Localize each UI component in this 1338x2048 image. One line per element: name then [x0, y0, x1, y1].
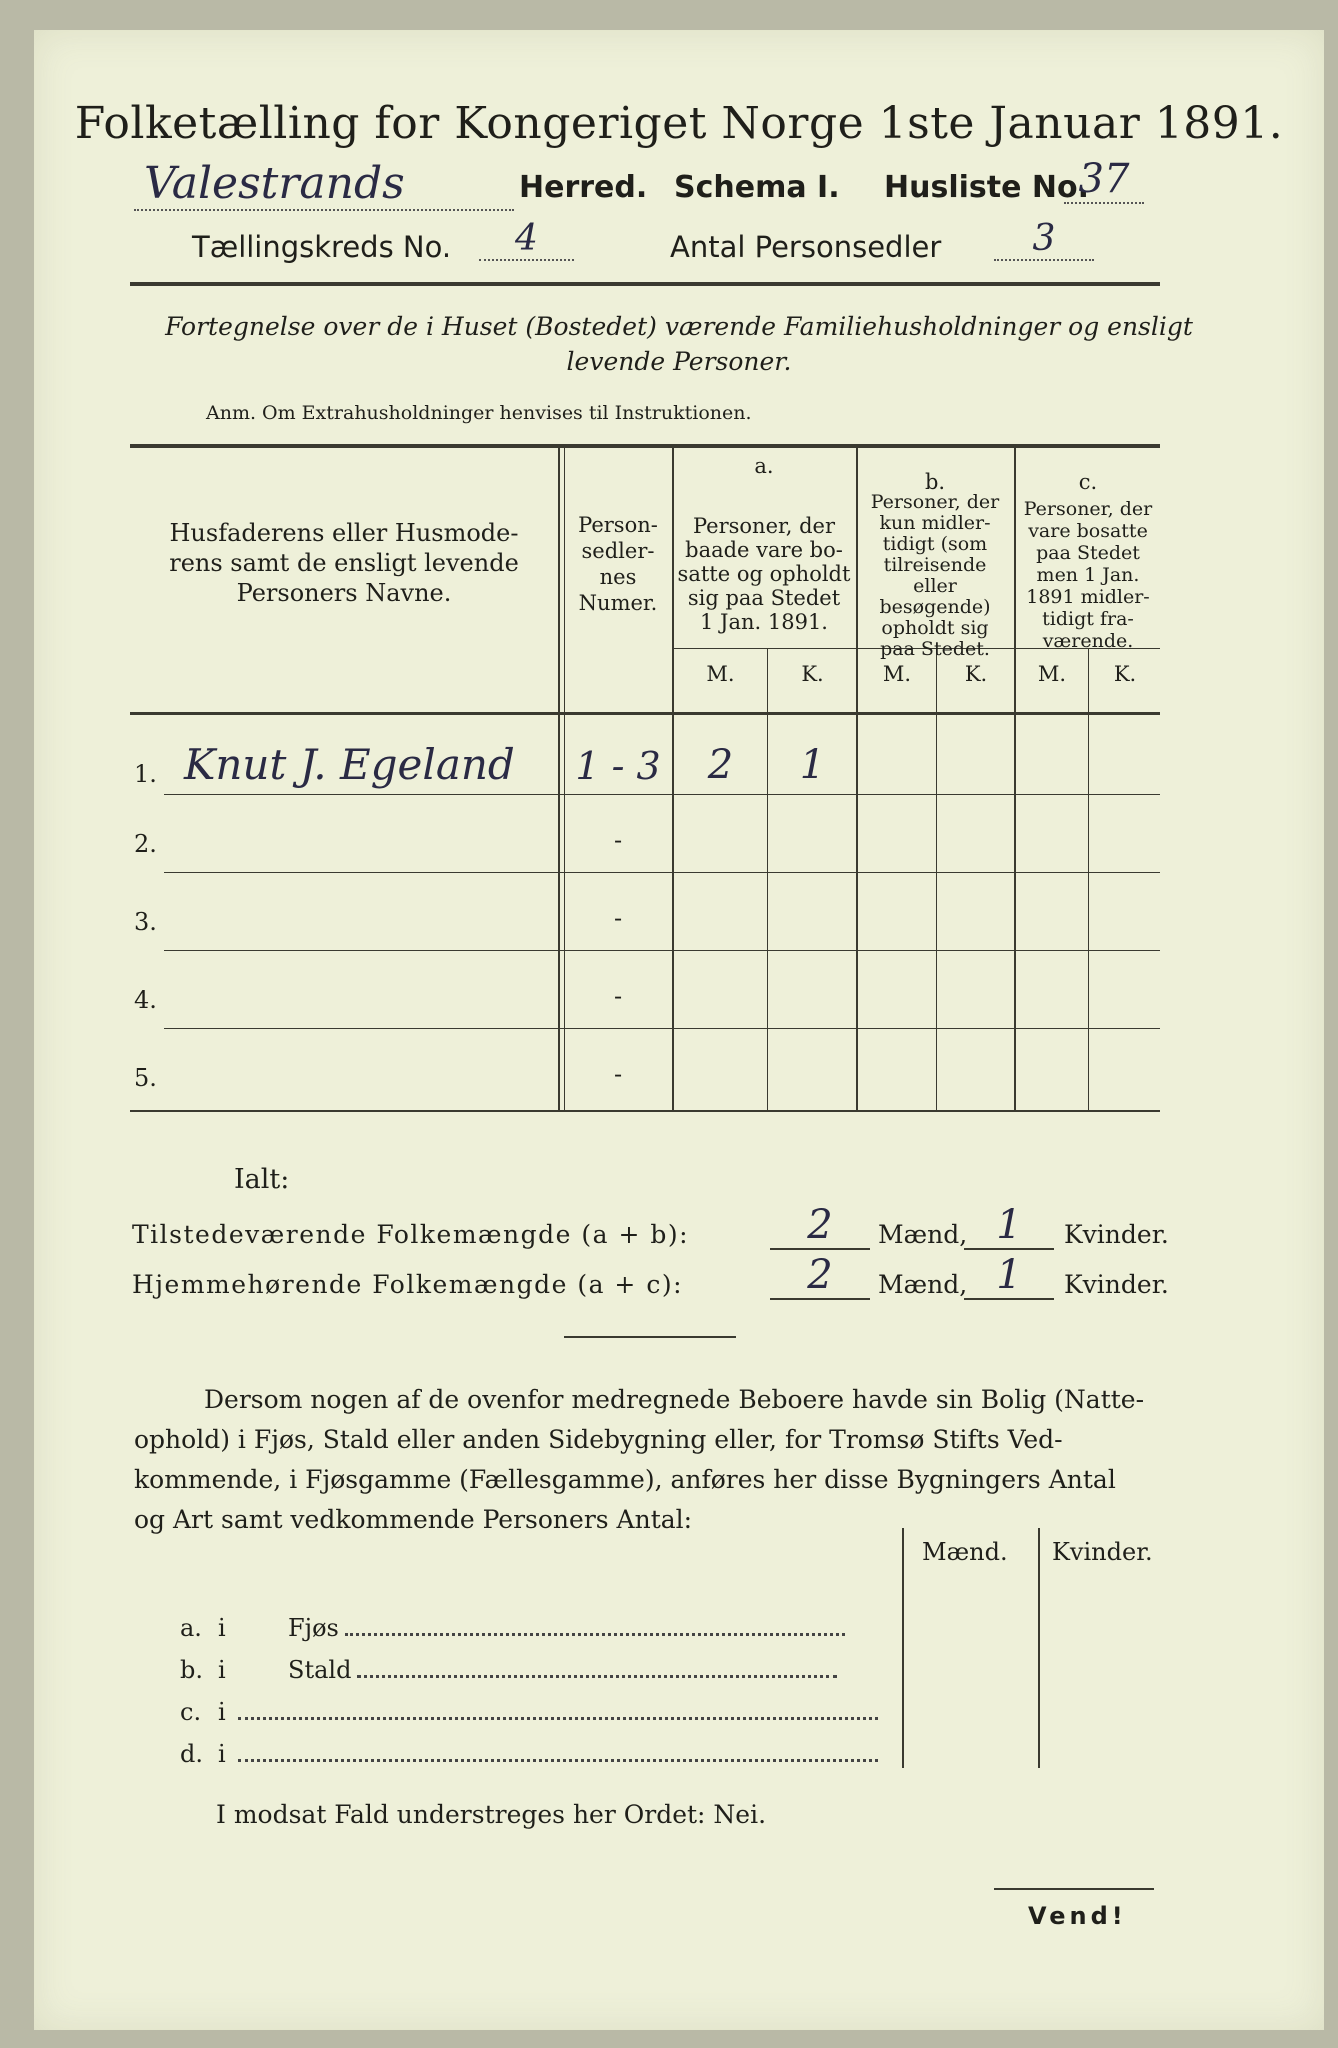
tilstede-kvinder-label: Kvinder.	[1064, 1220, 1169, 1249]
col-header-c-l6: tidigt fra-	[1042, 608, 1134, 630]
buildings-maend-header: Mænd.	[922, 1538, 1008, 1566]
header-rule	[130, 282, 1160, 286]
row-number: 3.	[134, 908, 157, 936]
col-header-b-l7: opholdt sig	[881, 617, 989, 639]
building-dotted-fill	[345, 1633, 845, 1636]
col-line-1b	[564, 444, 565, 1112]
col-header-b-l1: Personer, der	[870, 491, 1000, 513]
row-numer: -	[613, 982, 623, 1010]
building-prep: i	[218, 1740, 226, 1768]
buildings-kvinder-header: Kvinder.	[1052, 1538, 1153, 1566]
dersom-line-1: Dersom nogen af de ovenfor medregnede Beboere havde sin Bolig (Natte-	[204, 1385, 1145, 1414]
dersom-paragraph	[134, 1380, 1144, 1540]
col-header-c-l5: 1891 midler-	[1026, 586, 1150, 608]
building-name: Fjøs	[288, 1614, 339, 1642]
building-dotted-fill	[357, 1675, 837, 1678]
row-rule	[164, 1028, 1160, 1029]
herred-label: Herred.	[519, 170, 648, 205]
row-a-k: 1	[799, 742, 826, 788]
hjemme-label: Hjemmehørende Folkemængde (a + c):	[132, 1270, 683, 1299]
herred-value: Valestrands	[134, 158, 514, 211]
col-header-a-l2: baade vare bo-	[685, 538, 843, 562]
col-header-numer-l2: sedler-	[581, 539, 655, 563]
col-header-c	[1016, 498, 1160, 652]
personsedler-value: 3	[994, 218, 1094, 261]
col-header-a-l4: sig paa Stedet	[687, 586, 841, 610]
col-header-c-l1: Personer, der	[1023, 498, 1153, 520]
hjemme-kvinder-label: Kvinder.	[1064, 1270, 1169, 1299]
col-header-c-l2: vare bosatte	[1028, 520, 1148, 542]
col-header-a-l3: satte og opholdt	[677, 562, 851, 586]
subtitle-line-2: levende Personer.	[566, 347, 792, 376]
col-header-c-letter: c.	[1078, 470, 1098, 494]
anm-note: Anm. Om Extrahusholdninger henvises til Instruktionen.	[206, 402, 752, 424]
col-header-a-l1: Personer, der	[692, 514, 836, 538]
building-name: Stald	[288, 1656, 352, 1684]
col-header-c-l3: paa Stedet	[1036, 542, 1140, 564]
building-letter: a.	[180, 1614, 202, 1642]
col-header-b-l6: besøgende)	[879, 596, 991, 618]
building-dotted-fill	[238, 1759, 878, 1762]
table-bottom-rule	[130, 1110, 1160, 1112]
col-header-names	[134, 518, 554, 608]
row-number: 2.	[134, 830, 157, 858]
col-header-names-l1: Husfaderens eller Husmode-	[169, 519, 519, 547]
row-numer: -	[613, 1060, 623, 1088]
col-header-a	[674, 514, 854, 634]
section-divider	[564, 1336, 736, 1338]
kreds-label: Tællingskreds No.	[192, 230, 452, 264]
mk-divider-a	[767, 648, 768, 1112]
col-header-b-k: K.	[964, 662, 988, 686]
col-header-c-l4: men 1 Jan.	[1036, 564, 1140, 586]
row-number: 1.	[134, 760, 157, 788]
col-header-a-m: M.	[706, 662, 735, 686]
building-row	[180, 1698, 900, 1726]
vend-rule	[994, 1888, 1154, 1890]
census-form-page	[34, 30, 1324, 2030]
row-rule	[164, 950, 1160, 951]
husliste-value: 37	[1064, 156, 1144, 204]
hjemme-maend-label: Mænd,	[878, 1270, 968, 1299]
col-line-1	[558, 444, 560, 1112]
col-header-c-m: M.	[1037, 662, 1067, 686]
vend-label: Vend!	[1028, 1902, 1127, 1930]
building-letter: b.	[180, 1656, 203, 1684]
personsedler-label: Antal Personsedler	[670, 230, 942, 264]
col-header-a-letter: a.	[754, 454, 774, 478]
col-header-names-l3: Personers Navne.	[236, 579, 452, 607]
building-letter: c.	[180, 1698, 202, 1726]
building-prep: i	[218, 1614, 226, 1642]
building-row	[180, 1740, 900, 1768]
building-dotted-fill	[238, 1717, 878, 1720]
dersom-line-2: ophold) i Fjøs, Stald eller anden Sidebygning eller, for Tromsø Stifts Ved-	[134, 1425, 1063, 1454]
schema-label: Schema I.	[674, 170, 840, 205]
dersom-line-4: og Art samt vedkommende Personers Antal:	[134, 1505, 693, 1534]
building-prep: i	[218, 1698, 226, 1726]
form-title: Folketælling for Kongeriget Norge 1ste Januar 1891.	[74, 98, 1284, 149]
col-header-numer-l4: Numer.	[578, 591, 658, 615]
col-header-b-l3: tidigt (som	[882, 533, 988, 555]
husliste-label: Husliste No.	[884, 170, 1089, 205]
col-header-c-k: K.	[1113, 662, 1137, 686]
col-header-numer-l3: nes	[599, 565, 637, 589]
building-letter: d.	[180, 1740, 203, 1768]
hjemme-maend-value: 2	[770, 1252, 870, 1300]
col-header-numer	[566, 512, 670, 616]
col-header-numer-l1: Person-	[578, 513, 658, 537]
hjemme-kvinder-value: 1	[964, 1252, 1054, 1300]
ialt-label: Ialt:	[234, 1164, 290, 1195]
tilstede-maend-label: Mænd,	[878, 1220, 968, 1249]
table-header-bottom-rule	[130, 712, 1160, 715]
col-header-b-l2: kun midler-	[879, 512, 991, 534]
row-numer: -	[613, 826, 623, 854]
mk-divider-c	[1088, 648, 1089, 1112]
buildings-col-line-2	[1038, 1528, 1040, 1768]
col-header-c-l7: værende.	[1042, 630, 1134, 652]
row-name: Knut J. Egeland	[184, 740, 515, 789]
tilstede-kvinder-value: 1	[964, 1202, 1054, 1250]
col-header-b-m: M.	[882, 662, 912, 686]
building-prep: i	[218, 1656, 226, 1684]
buildings-col-line-1	[902, 1528, 904, 1768]
col-header-b	[858, 492, 1012, 660]
building-row	[180, 1656, 900, 1684]
row-a-m: 2	[707, 742, 734, 788]
col-header-b-l5: eller	[913, 575, 957, 597]
dersom-line-3: kommende, i Fjøsgamme (Fællesgamme), anføres her disse Bygningers Antal	[134, 1465, 1116, 1494]
subtitle-line-1: Fortegnelse over de i Huset (Bostedet) værende Familiehusholdninger og ensligt	[165, 312, 1193, 341]
col-header-b-l8: paa Stedet.	[880, 638, 990, 660]
row-number: 5.	[134, 1064, 157, 1092]
tilstede-maend-value: 2	[770, 1202, 870, 1250]
row-numer: 1 - 3	[575, 744, 661, 788]
kreds-value: 4	[479, 218, 574, 261]
row-number: 4.	[134, 986, 157, 1014]
col-header-a-k: K.	[801, 662, 824, 686]
building-row	[180, 1614, 900, 1642]
col-header-a-l5: 1 Jan. 1891.	[700, 610, 828, 634]
row-rule	[164, 794, 1160, 795]
row-rule	[164, 872, 1160, 873]
col-header-b-l4: tilreisende	[883, 554, 987, 576]
mk-divider-b	[936, 648, 937, 1112]
modsat-note: I modsat Fald understreges her Ordet: Nei.	[216, 1800, 767, 1829]
col-header-names-l2: rens samt de ensligt levende	[169, 549, 519, 577]
col-header-b-letter: b.	[924, 470, 946, 494]
row-numer: -	[613, 904, 623, 932]
table-top-rule	[130, 444, 1160, 448]
tilstede-label: Tilstedeværende Folkemængde (a + b):	[132, 1220, 690, 1249]
